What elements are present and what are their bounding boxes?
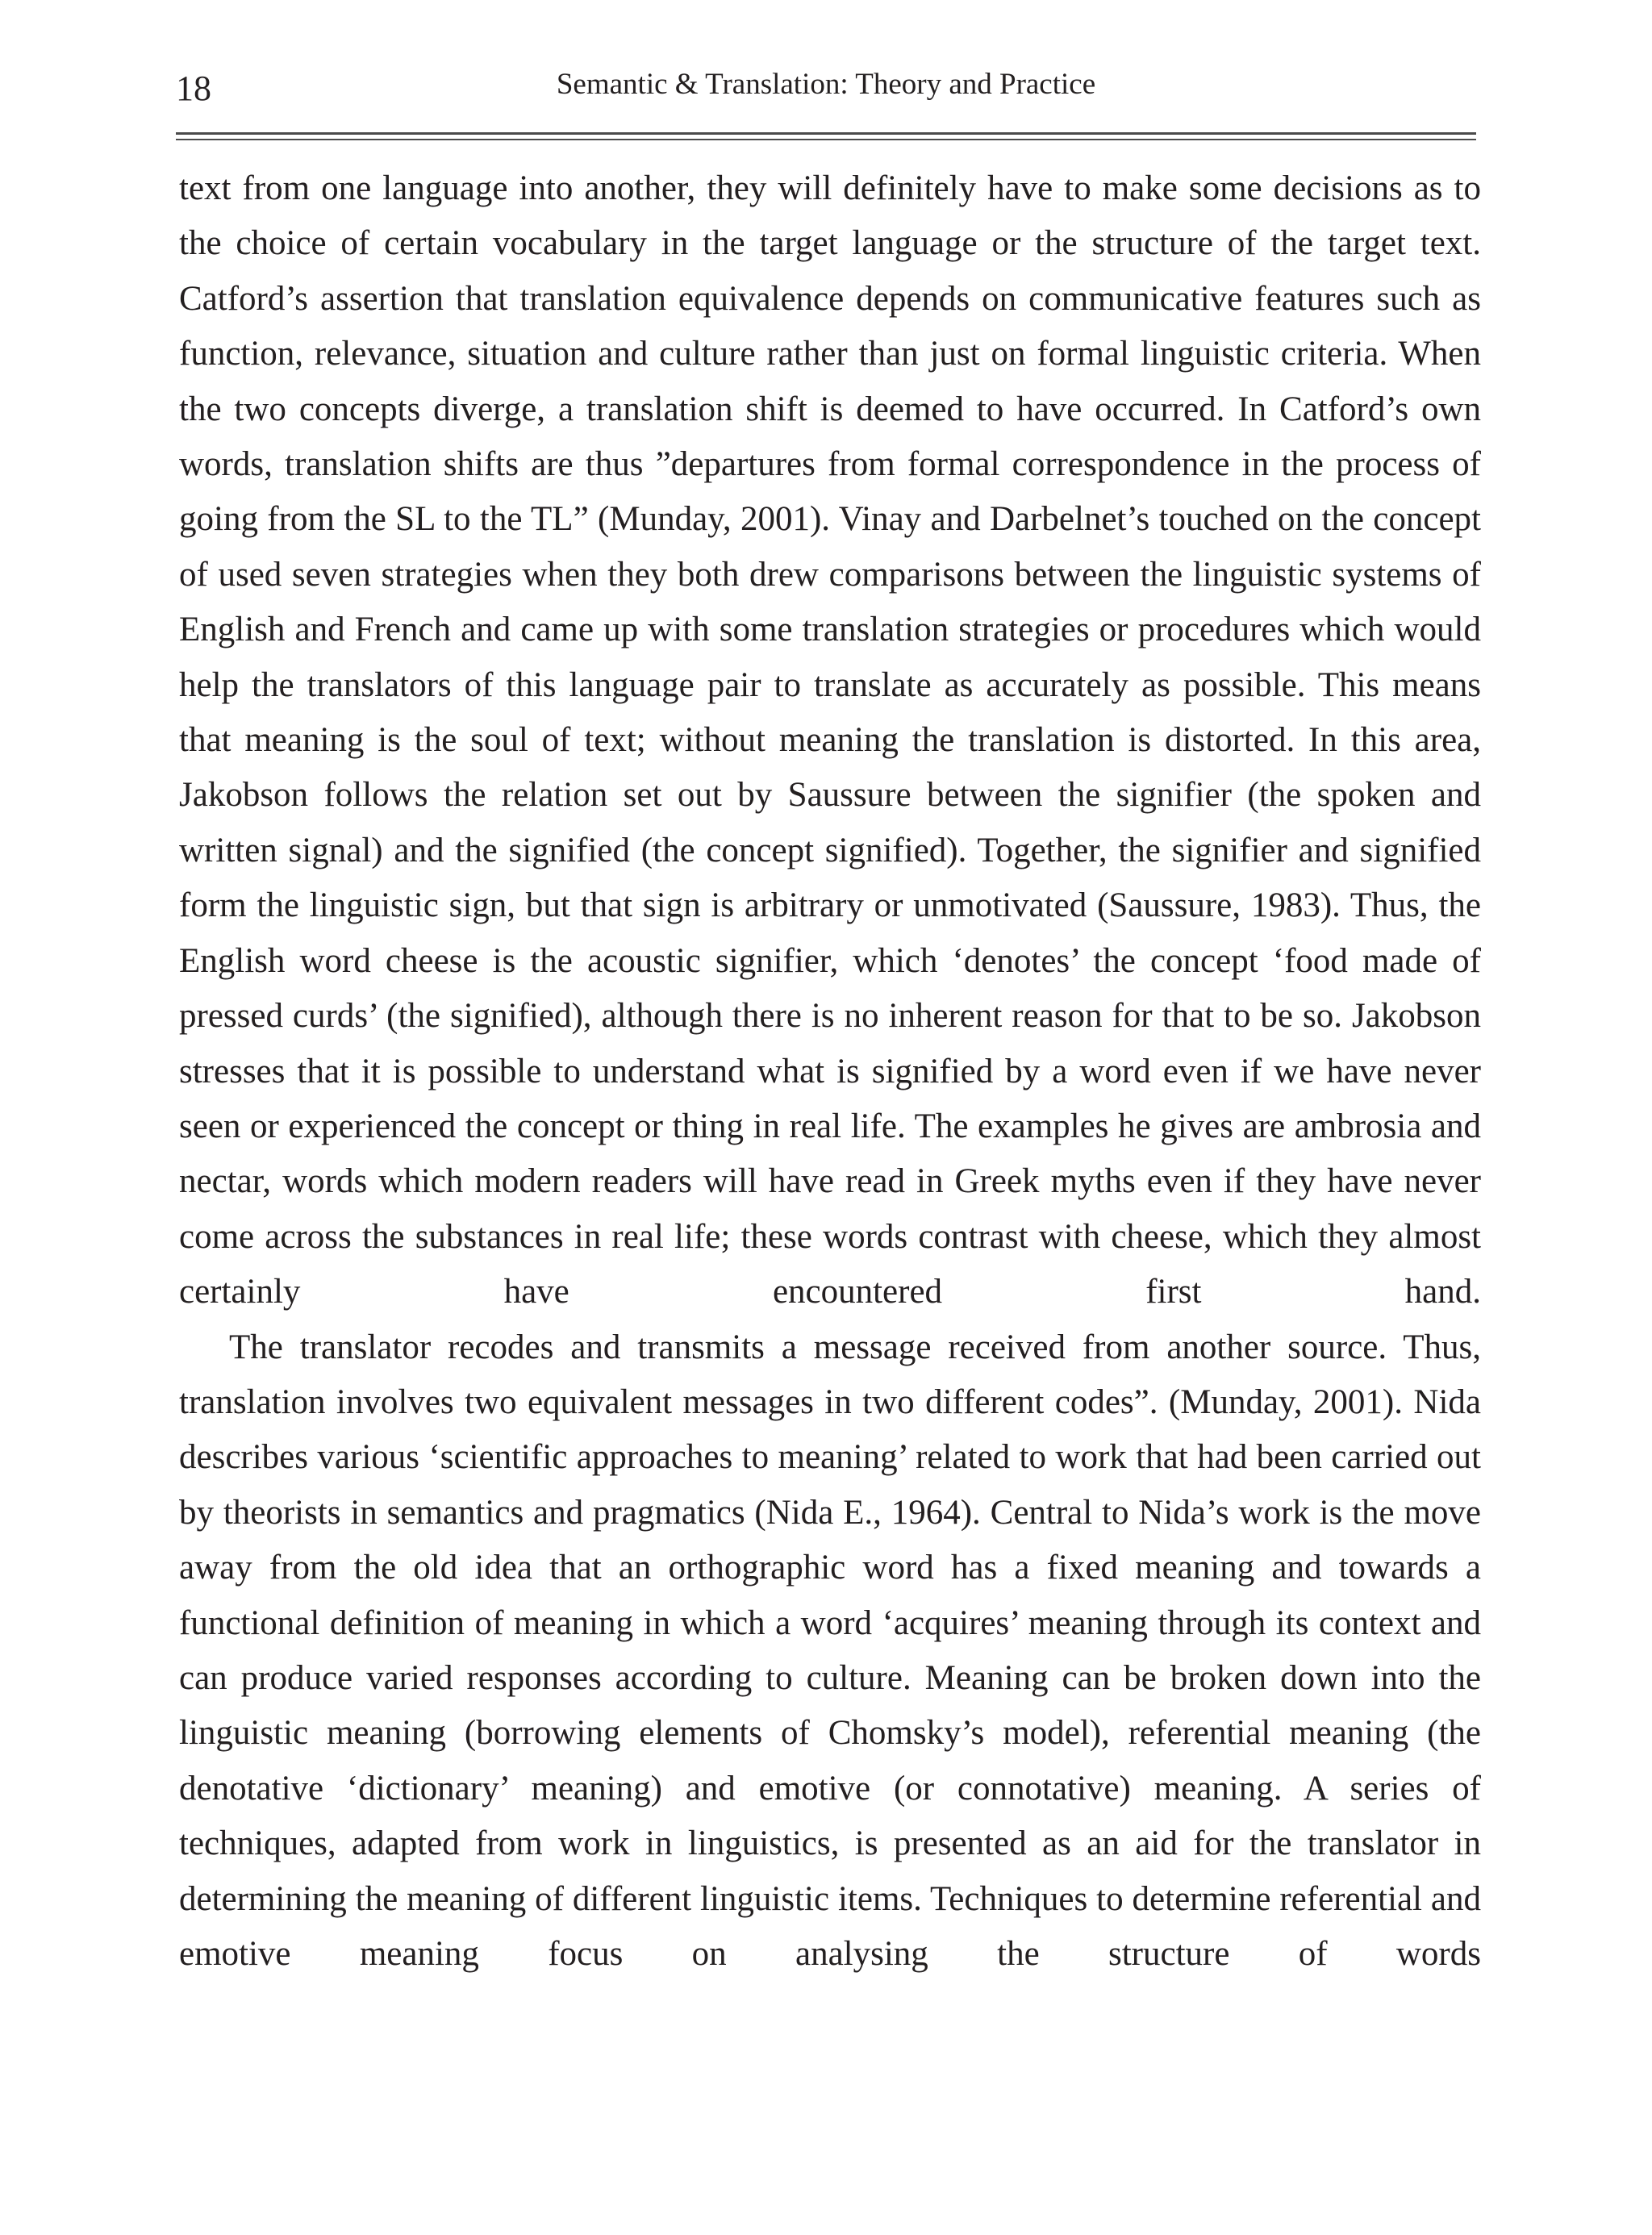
text-line: text from one language into another, they will definitely have to make some decisions (179, 169, 1403, 207)
text-line: language pair to translate as accurately as possible. This means that meaning is the (179, 665, 1481, 760)
text-line: have never seen or experienced the concept or thing in real life. The examples he gives (179, 1052, 1481, 1145)
paragraph (179, 1320, 1481, 1983)
text-line: translation involves two equivalent messages in two different codes”. (Munday, 2001). (179, 1382, 1403, 1421)
text-line: referential meaning (the denotative ‘dictionary’ meaning) and emotive (or connotative) (179, 1714, 1481, 1808)
text-line: Vinay and Darbelnet’s touched on the concept of used seven strategies when they both (179, 500, 1481, 594)
header-rule-top (176, 132, 1476, 135)
text-line: formal correspondence in the process of going from the SL to the TL” (Munday, 2001). (179, 445, 1481, 539)
text-line: meaning. A series of techniques, adapted from work in linguistics, is presented as an aid (179, 1769, 1481, 1863)
text-line: are ambrosia and nectar, words which modern readers will have read in Greek myths (179, 1107, 1481, 1201)
text-line: target text. Catford’s assertion that translation equivalence depends on communicative (179, 224, 1482, 318)
text-line: to determine referential and emotive meaning focus on analysing the structure of words (179, 1879, 1482, 1973)
text-line: work is the move away from the old idea that an orthographic word has a fixed meaning (179, 1493, 1482, 1587)
text-line: and towards a functional definition of meaning in which a word ‘acquires’ meaning (179, 1549, 1481, 1642)
text-line: Nida describes various ‘scientific approaches to meaning’ related to work that had been (179, 1382, 1482, 1477)
text-line: through its context and can produce varied responses according to culture. Meaning can (179, 1603, 1481, 1697)
text-line: be broken down into the linguistic meaning (borrowing elements of Chomsky’s model), (179, 1658, 1481, 1753)
text-line: with cheese, which they almost certainly have encountered first hand. (179, 1217, 1481, 1311)
text-line: linguistic criteria. When the two concepts diverge, a translation shift is deemed to (179, 335, 1482, 428)
text-line: The translator recodes and transmits a message received from another source. Thus, (229, 1328, 1481, 1366)
page-number: 18 (176, 69, 211, 108)
text-line: have occurred. In Catford’s own words, translation shifts are thus ”departures from (179, 390, 1481, 484)
text-line: drew comparisons between the linguistic systems of English and French and came up (179, 555, 1481, 649)
text-line: of pressed curds’ (the signified), although there is no inherent reason for that to be so. (179, 941, 1481, 1036)
text-line: linguistic sign, but that sign is arbitrary or unmotivated (Saussure, 1983). Thus, the (309, 886, 1482, 925)
text-line: with some translation strategies or procedures which would help the translators of this (179, 611, 1481, 704)
text-line: features such as function, relevance, situation and culture rather than just on formal (179, 279, 1481, 373)
text-line: soul of text; without meaning the translation is distorted. In this area, Jakobson follows (179, 721, 1482, 815)
text-line: Jakobson stresses that it is possible to understand what is signified by a word even if we (179, 997, 1481, 1090)
text-line: even if they have never come across the substances in real life; these words contrast (179, 1162, 1481, 1256)
body-text (179, 161, 1481, 1982)
text-line: the relation set out by Saussure between the signifier (the spoken and written signal) (179, 776, 1482, 869)
paragraph-continued (179, 161, 1481, 1320)
text-line: as to the choice of certain vocabulary in the target language or the structure of the (179, 169, 1482, 263)
text-line: carried out by theorists in semantics and pragmatics (Nida E., 1964). Central to Nida’s (179, 1438, 1481, 1532)
running-head-title: Semantic & Translation: Theory and Practice (556, 68, 1096, 101)
text-line: for the translator in determining the meaning of different linguistic items. Techniques (179, 1824, 1482, 1918)
text-line: and the signified (the concept signified). Together, the signifier and signified form the (179, 831, 1481, 925)
header-rule-bottom (176, 139, 1476, 140)
text-line: English word cheese is the acoustic signifier, which ‘denotes’ the concept ‘food made (179, 941, 1438, 980)
